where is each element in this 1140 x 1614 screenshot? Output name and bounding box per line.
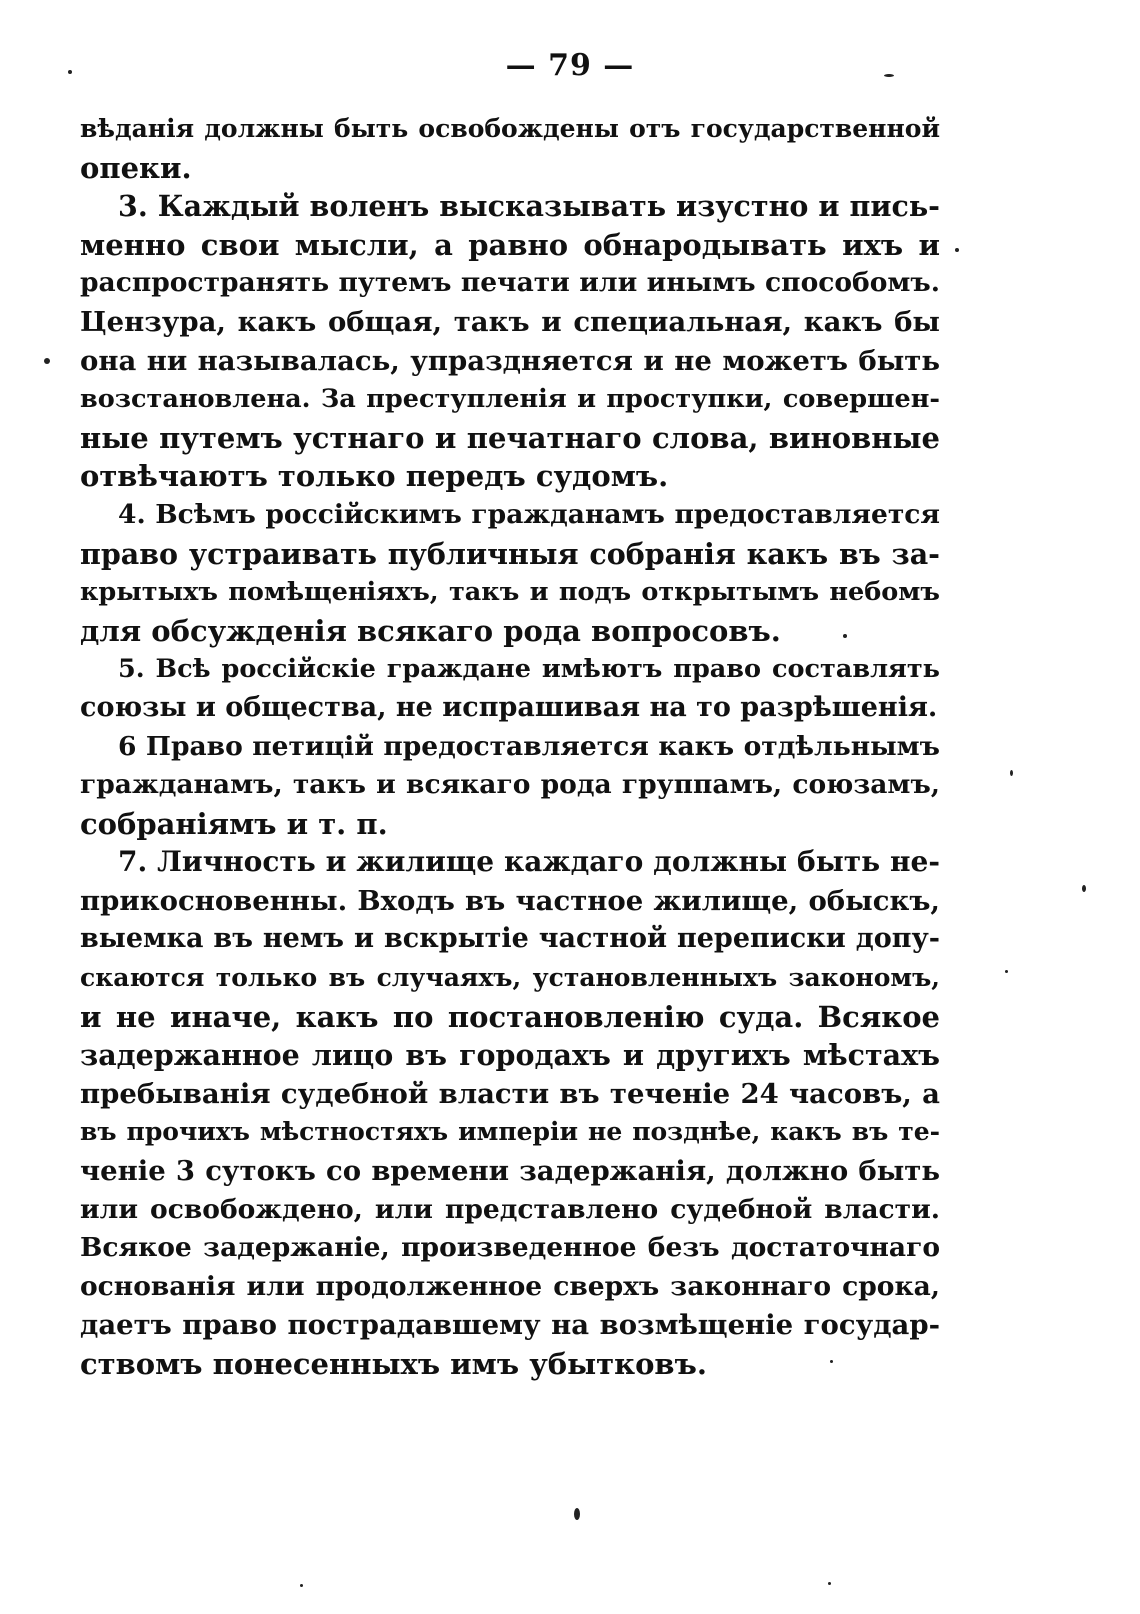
- scan-speck: [955, 248, 959, 252]
- text-line: 5. Всѣ россійскіе граждане имѣютъ право составлять: [118, 654, 940, 685]
- text-line: Цензура, какъ общая, такъ и специальная, какъ бы: [80, 305, 940, 338]
- text-line: вѣданія должны быть освобождены отъ государственной: [80, 114, 940, 143]
- text-line: право устраивать публичныя собранія какъ въ за-: [80, 536, 940, 571]
- text-line: возстановлена. За преступленія и проступки, совершен-: [80, 384, 940, 415]
- scan-speck: [1005, 970, 1008, 973]
- text-line: ченіе 3 сутокъ со времени задержанія, должно быть: [80, 1155, 940, 1188]
- text-line: ные путемъ устнаго и печатнаго слова, виновные: [80, 420, 940, 455]
- text-line: гражданамъ, такъ и всякаго рода группамъ, союзамъ,: [80, 769, 940, 801]
- text-line: крытыхъ помѣщеніяхъ, такъ и подъ открытымъ небомъ: [80, 577, 940, 608]
- text-line: прикосновенны. Входъ въ частное жилище, обыскъ,: [80, 884, 940, 917]
- text-line: распространять путемъ печати или инымъ способомъ.: [80, 267, 940, 299]
- scan-speck: [574, 1508, 580, 1520]
- text-line: для обсужденія всякаго рода вопросовъ.: [80, 613, 781, 648]
- text-line: скаются только въ случаяхъ, установленныхъ закономъ,: [80, 963, 940, 993]
- scan-speck: [830, 1360, 833, 1363]
- scan-speck: [44, 358, 50, 364]
- text-line: менно свои мысли, а равно обнародывать ихъ и: [80, 227, 940, 262]
- text-line: основанія или продолженное сверхъ законнаго срока,: [80, 1270, 940, 1302]
- text-line: задержанное лицо въ городахъ и другихъ мѣстахъ: [80, 1038, 940, 1073]
- page-number: — 79 —: [505, 48, 635, 83]
- text-line: выемка въ немъ и вскрытіе частной переписки допу-: [80, 923, 940, 955]
- text-line: отвѣчаютъ только передъ судомъ.: [80, 459, 669, 494]
- text-line: 4. Всѣмъ россійскимъ гражданамъ предоставляется: [118, 498, 940, 530]
- text-line: она ни называлась, упраздняется и не можетъ быть: [80, 344, 940, 377]
- text-line: ствомъ понесенныхъ имъ убытковъ.: [80, 1347, 707, 1381]
- scan-speck: [300, 1584, 303, 1587]
- text-line: и не иначе, какъ по постановленію суда. Всякое: [80, 999, 940, 1034]
- scan-speck: [828, 1582, 831, 1585]
- text-line: союзы и общества, не испрашивая на то разрѣшенія.: [80, 691, 938, 723]
- text-line: Всякое задержаніе, произведенное безъ достаточнаго: [80, 1232, 940, 1264]
- text-line: пребыванія судебной власти въ теченіе 24 часовъ, а: [80, 1077, 940, 1110]
- text-line: даетъ право пострадавшему на возмѣщеніе государ-: [80, 1309, 940, 1342]
- scan-speck: [1082, 885, 1086, 892]
- scan-speck: [68, 70, 72, 74]
- text-line: 6 Право петицій предоставляется какъ отдѣльнымъ: [118, 730, 940, 762]
- text-line: опеки.: [80, 150, 192, 185]
- text-line: или освобождено, или представлено судебной власти.: [80, 1193, 940, 1225]
- scan-speck: [843, 634, 847, 638]
- text-line: 7. Личность и жилище каждаго должны быть не-: [118, 845, 940, 879]
- text-line: въ прочихъ мѣстностяхъ имперіи не позднѣе, какъ въ те-: [80, 1117, 940, 1147]
- body-text: [80, 110, 940, 1384]
- scan-speck: [884, 74, 894, 77]
- text-line: собраніямъ и т. п.: [80, 806, 388, 841]
- text-line: 3. Каждый воленъ высказывать изустно и пись-: [118, 189, 940, 224]
- scan-speck: [1010, 770, 1013, 776]
